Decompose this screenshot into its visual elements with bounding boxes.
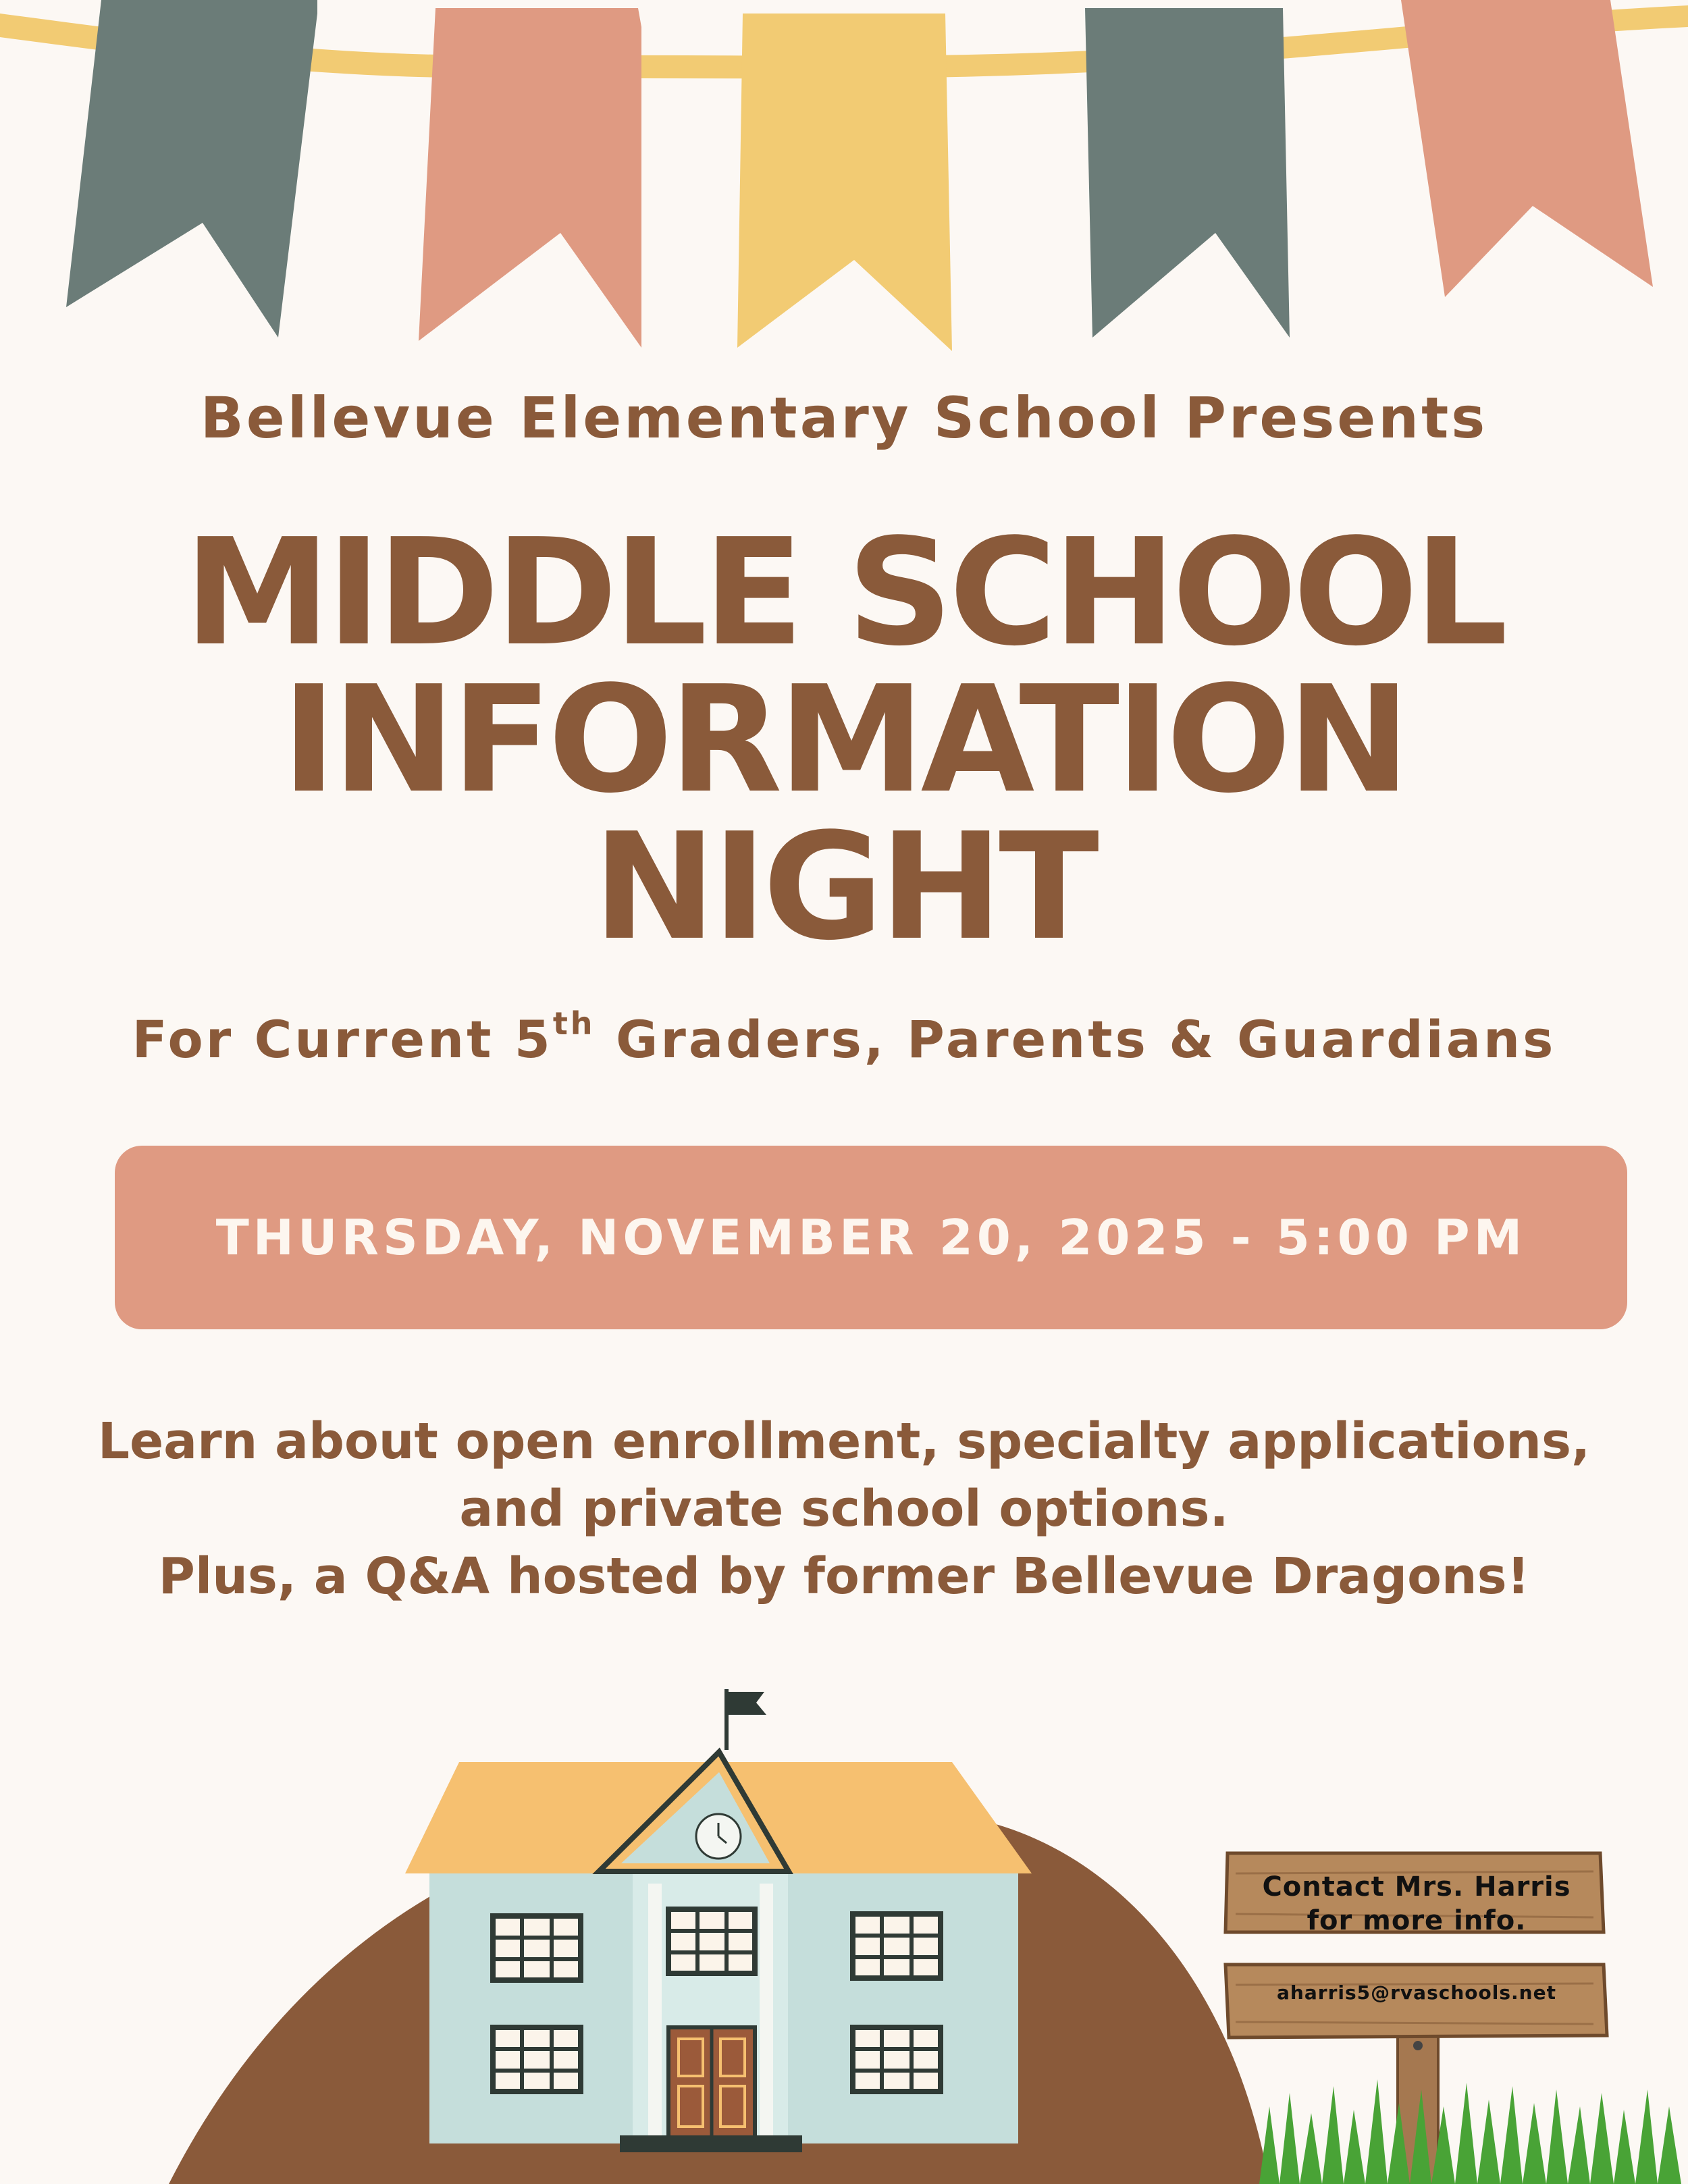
bunting-flag-5 [1401, 0, 1653, 297]
page-title [0, 508, 1688, 973]
presenter-heading: Bellevue Elementary School Presents [200, 385, 1488, 451]
description-line-3: Plus, a Q&A hosted by former Bellevue Dragons! [158, 1547, 1530, 1605]
description-line-1: Learn about open enrollment, specialty applications, [97, 1412, 1591, 1470]
school-building-illustration [405, 1689, 1032, 2152]
event-datetime: THURSDAY, NOVEMBER 20, 2025 - 5:00 PM [215, 1209, 1527, 1266]
date-banner [115, 1146, 1627, 1329]
audience-ordinal: th [552, 1005, 596, 1042]
event-description [0, 1408, 1688, 1610]
contact-line-1: Contact Mrs. Harris [1262, 1871, 1571, 1902]
title-line-1: MIDDLE SCHOOL [184, 508, 1504, 678]
title-line-2: INFORMATION [282, 655, 1406, 826]
audience-subtitle [0, 1005, 1688, 1069]
bunting-flags-illustration [0, 0, 1688, 365]
contact-line-2: for more info. [1307, 1905, 1527, 1936]
audience-prefix: For Current 5 [132, 1009, 553, 1069]
grass-illustration [1259, 2079, 1681, 2184]
audience-suffix: Graders, Parents & Guardians [595, 1009, 1556, 1069]
title-line-3: NIGHT [593, 802, 1095, 973]
bunting-flag-1 [66, 0, 317, 338]
bunting-flag-2 [419, 8, 641, 348]
bunting-flag-4 [1085, 8, 1290, 338]
contact-email: aharris5@rvaschools.net [1277, 1981, 1556, 2004]
bunting-flag-3 [737, 14, 952, 351]
description-line-2: and private school options. [459, 1480, 1229, 1538]
